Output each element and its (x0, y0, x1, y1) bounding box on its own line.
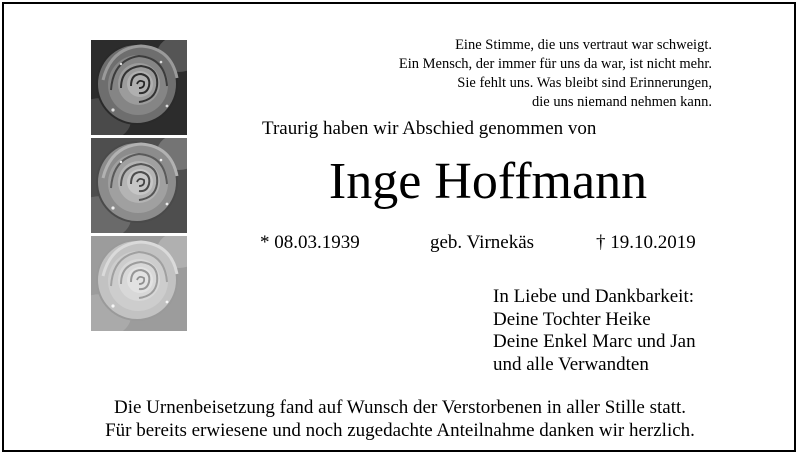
rose-icon (91, 236, 187, 331)
intro-text: Traurig haben wir Abschied genommen von (262, 118, 597, 139)
rose-icon (91, 40, 187, 135)
mourners-line: Deine Tochter Heike (493, 308, 651, 330)
footer-line: Für bereits erwiesene und noch zugedachte Anteilnahme danken wir herzlich. (105, 419, 695, 441)
birth-date: * 08.03.1939 (260, 232, 360, 253)
maiden-name: geb. Virnekäs (430, 232, 535, 253)
poem-line: Sie fehlt uns. Was bleibt sind Erinnerungen, (457, 75, 712, 91)
death-date: † 19.10.2019 (596, 232, 696, 253)
footer-line: Die Urnenbeisetzung fand auf Wunsch der Verstorbenen in aller Stille statt. (113, 397, 687, 418)
poem (399, 36, 712, 112)
mourners-line: Deine Enkel Marc und Jan (493, 331, 696, 352)
deceased-name (0, 152, 800, 212)
deceased-name-text: Inge Hoffmann (328, 153, 648, 210)
mourners (493, 286, 696, 376)
mourners-line: und alle Verwandten (493, 353, 649, 375)
poem-line: die uns niemand nehmen kann. (532, 94, 712, 110)
footer-note (0, 397, 800, 442)
poem-line: Eine Stimme, die uns vertraut war schweigt. (455, 37, 712, 53)
rose-photo-dark (91, 40, 187, 135)
rose-photo-light (91, 236, 187, 331)
mourners-line: In Liebe und Dankbarkeit: (493, 286, 695, 307)
poem-line: Ein Mensch, der immer für uns da war, ist nicht mehr. (398, 56, 712, 72)
